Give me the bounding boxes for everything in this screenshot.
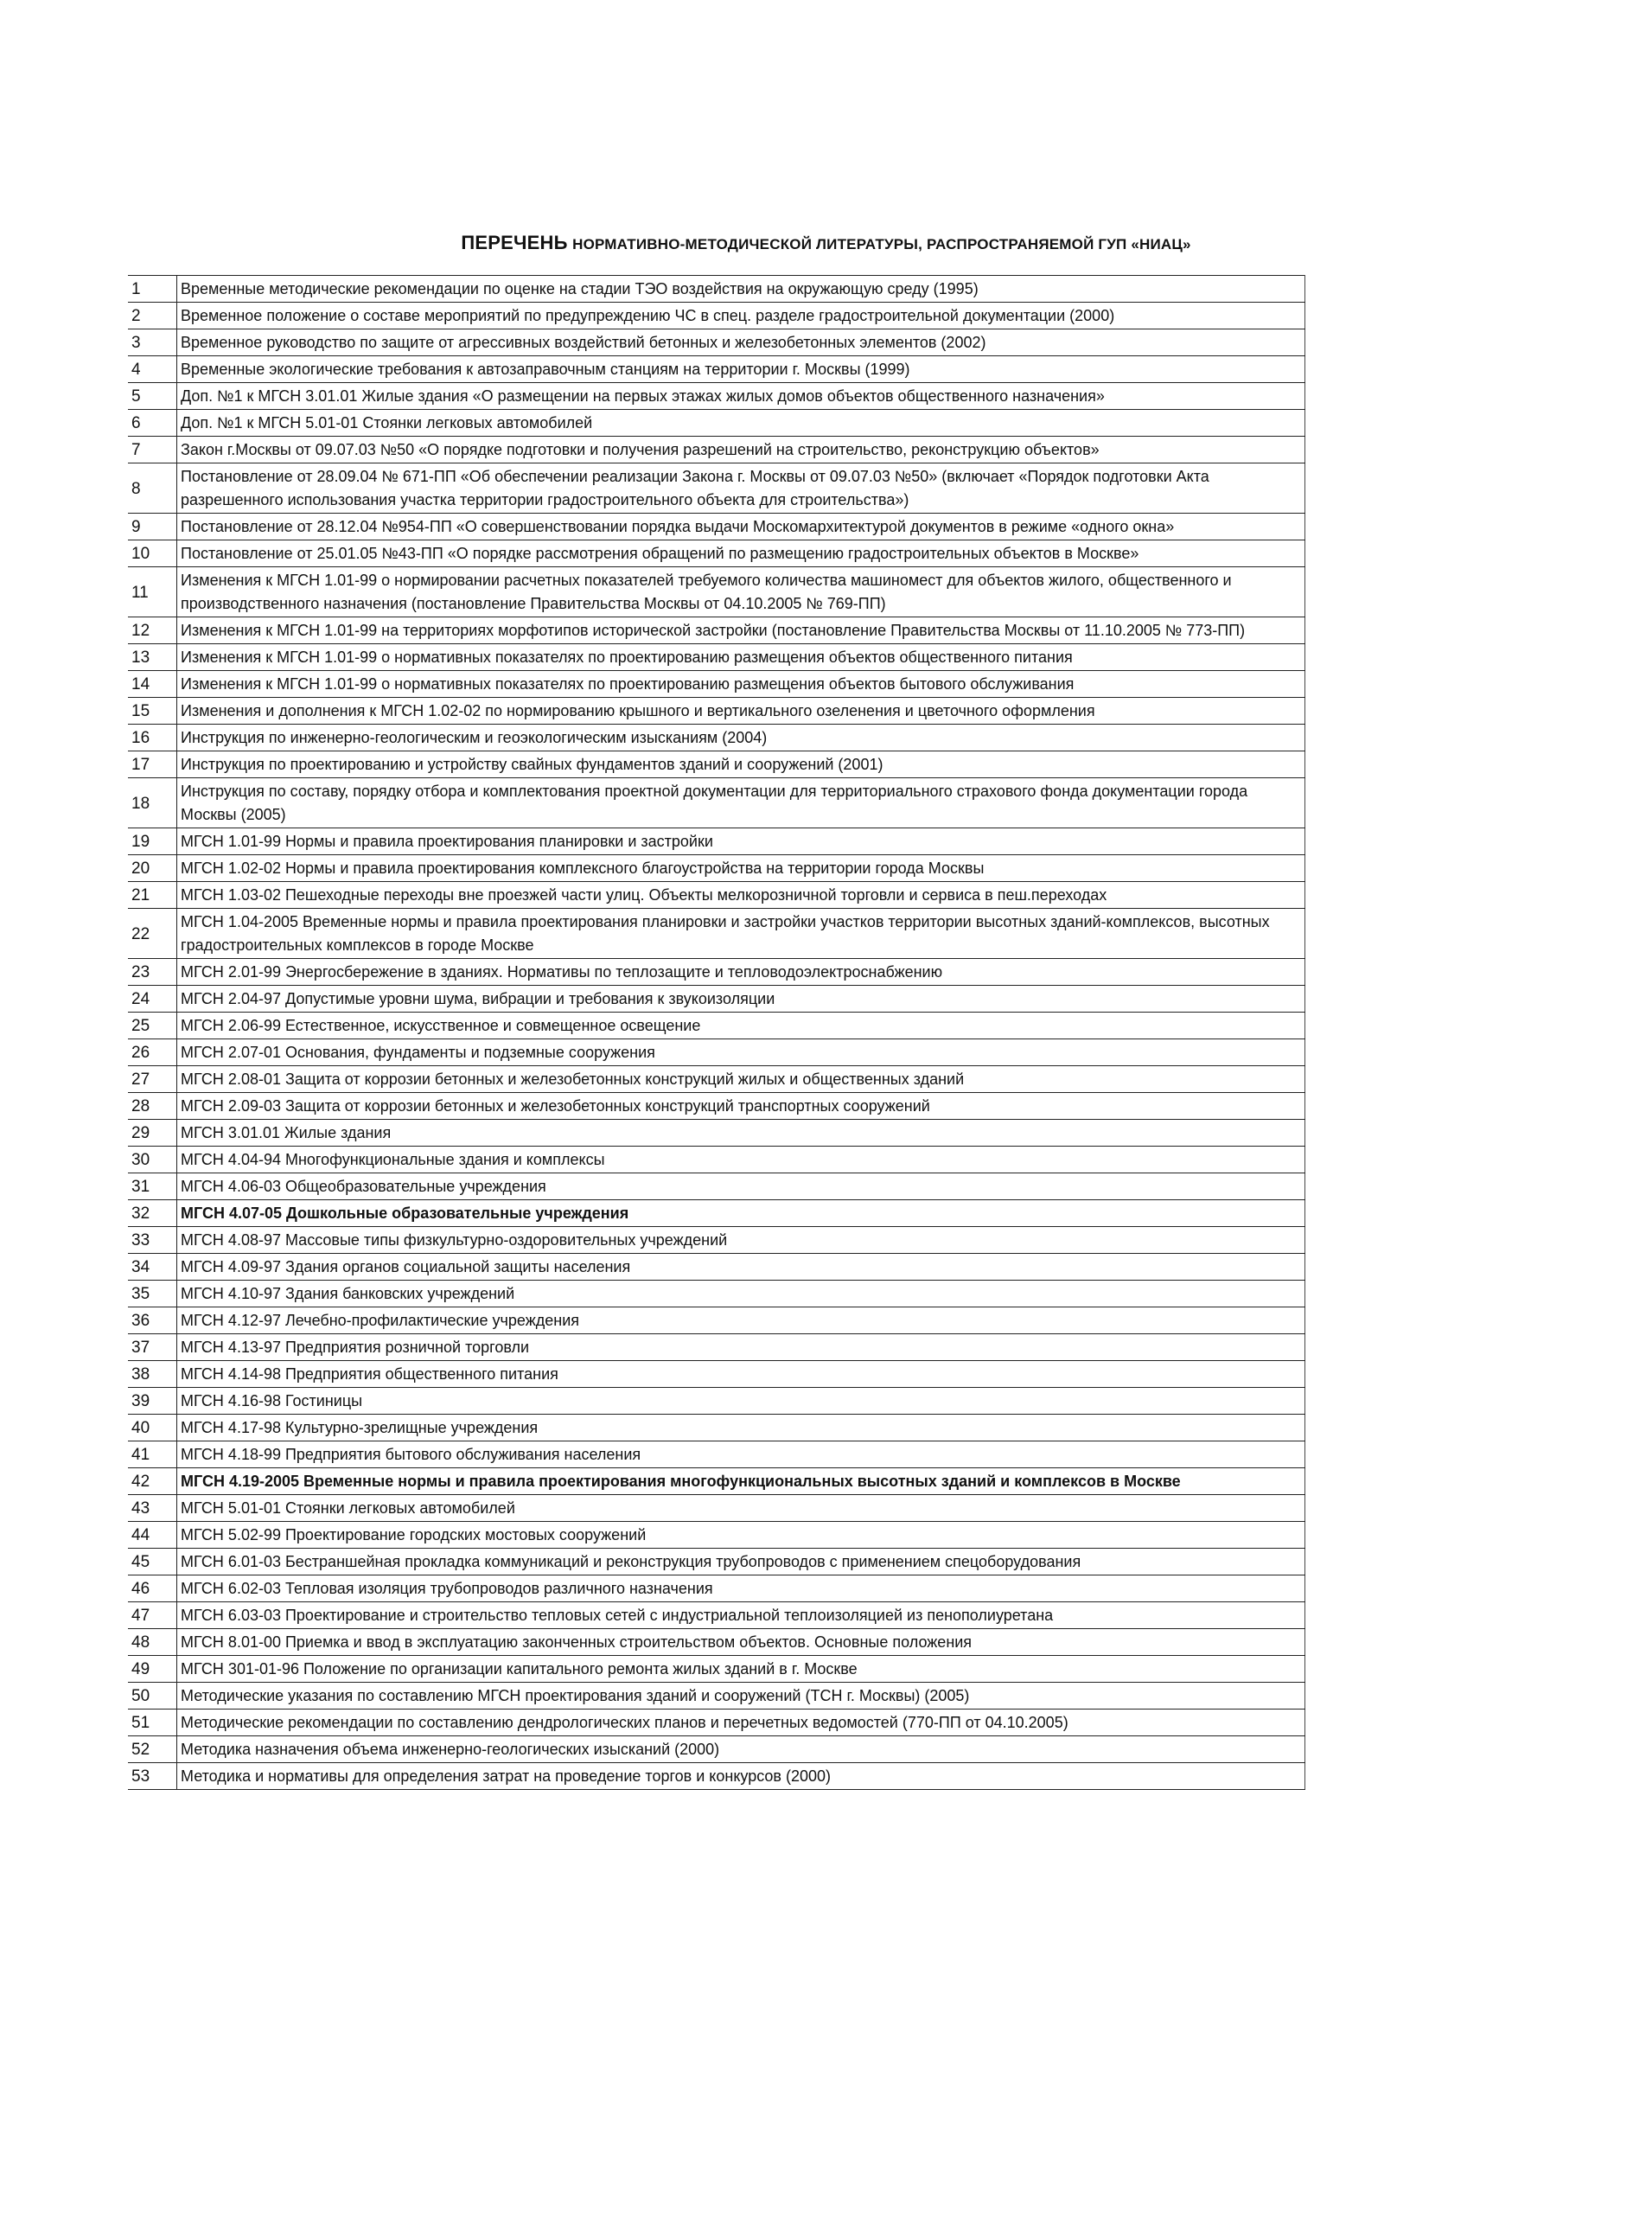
table-row — [128, 329, 1305, 356]
table-row — [128, 1629, 1305, 1656]
row-title: Временное положение о составе мероприятий по предупреждению ЧС в спец. разделе градостроительной документации (2000) — [177, 303, 1305, 329]
table-row — [128, 1039, 1305, 1066]
table-row — [128, 1441, 1305, 1468]
row-number: 23 — [128, 959, 177, 986]
row-title: МГСН 4.17-98 Культурно-зрелищные учреждения — [177, 1415, 1305, 1441]
table-row — [128, 1093, 1305, 1120]
table-row — [128, 909, 1305, 959]
row-number: 20 — [128, 855, 177, 882]
table-row — [128, 303, 1305, 329]
row-title: Методические рекомендации по составлению дендрологических планов и перечетных ведомостей (770-ПП от 04.10.2005) — [177, 1710, 1305, 1736]
title-lead: ПЕРЕЧЕНЬ — [461, 232, 568, 253]
row-title: МГСН 6.01-03 Бестраншейная прокладка коммуникаций и реконструкция трубопроводов с применением спецоборудования — [177, 1549, 1305, 1575]
row-title: МГСН 2.04-97 Допустимые уровни шума, вибрации и требования к звукоизоляции — [177, 986, 1305, 1013]
row-number: 50 — [128, 1683, 177, 1710]
row-title: Изменения к МГСН 1.01-99 о нормативных показателях по проектированию размещения объектов общественного питания — [177, 644, 1305, 671]
row-title: Методика назначения объема инженерно-геологических изысканий (2000) — [177, 1736, 1305, 1763]
row-title: Временные экологические требования к автозаправочным станциям на территории г. Москвы (1999) — [177, 356, 1305, 383]
row-number: 52 — [128, 1736, 177, 1763]
row-title: Изменения к МГСН 1.01-99 на территориях морфотипов исторической застройки (постановление Правительства Москвы от 11.10.2005 № 773-ПП) — [177, 617, 1305, 644]
row-title: МГСН 2.06-99 Естественное, искусственное и совмещенное освещение — [177, 1013, 1305, 1039]
table-row — [128, 671, 1305, 698]
row-title: МГСН 2.01-99 Энергосбережение в зданиях. Нормативы по теплозащите и тепловодоэлектроснабжению — [177, 959, 1305, 986]
row-title: Постановление от 25.01.05 №43-ПП «О порядке рассмотрения обращений по размещению градостроительных объектов в Москве» — [177, 540, 1305, 567]
row-title: МГСН 4.12-97 Лечебно-профилактические учреждения — [177, 1307, 1305, 1334]
row-number: 22 — [128, 909, 177, 959]
table-row — [128, 1575, 1305, 1602]
table-row — [128, 1013, 1305, 1039]
table-row — [128, 725, 1305, 751]
table-row — [128, 1334, 1305, 1361]
table-row — [128, 463, 1305, 514]
row-number: 43 — [128, 1495, 177, 1522]
table-row — [128, 617, 1305, 644]
table-row — [128, 1281, 1305, 1307]
row-title: МГСН 4.07-05 Дошкольные образовательные учреждения — [177, 1200, 1305, 1227]
table-row — [128, 698, 1305, 725]
table-row — [128, 1147, 1305, 1173]
row-title: Временное руководство по защите от агрессивных воздействий бетонных и железобетонных элементов (2002) — [177, 329, 1305, 356]
row-number: 36 — [128, 1307, 177, 1334]
literature-table-body — [128, 276, 1305, 1790]
table-row — [128, 383, 1305, 410]
row-number: 16 — [128, 725, 177, 751]
table-row — [128, 644, 1305, 671]
row-title: МГСН 6.02-03 Тепловая изоляция трубопроводов различного назначения — [177, 1575, 1305, 1602]
row-number: 27 — [128, 1066, 177, 1093]
row-title: Инструкция по проектированию и устройству свайных фундаментов зданий и сооружений (2001) — [177, 751, 1305, 778]
table-row — [128, 1307, 1305, 1334]
table-row — [128, 276, 1305, 303]
row-number: 28 — [128, 1093, 177, 1120]
table-row — [128, 1415, 1305, 1441]
row-title: МГСН 301-01-96 Положение по организации капитального ремонта жилых зданий в г. Москве — [177, 1656, 1305, 1683]
row-number: 15 — [128, 698, 177, 725]
table-row — [128, 1120, 1305, 1147]
table-row — [128, 1173, 1305, 1200]
table-row — [128, 986, 1305, 1013]
table-row — [128, 1200, 1305, 1227]
row-number: 24 — [128, 986, 177, 1013]
row-number: 5 — [128, 383, 177, 410]
row-title: МГСН 1.03-02 Пешеходные переходы вне проезжей части улиц. Объекты мелкорозничной торговли и сервиса в пеш.переходах — [177, 882, 1305, 909]
row-title: МГСН 5.02-99 Проектирование городских мостовых сооружений — [177, 1522, 1305, 1549]
row-title: МГСН 5.01-01 Стоянки легковых автомобилей — [177, 1495, 1305, 1522]
row-number: 40 — [128, 1415, 177, 1441]
table-row — [128, 567, 1305, 617]
row-title: МГСН 4.08-97 Массовые типы физкультурно-оздоровительных учреждений — [177, 1227, 1305, 1254]
page-title — [0, 232, 1652, 254]
row-title: МГСН 1.02-02 Нормы и правила проектирования комплексного благоустройства на территории города Москвы — [177, 855, 1305, 882]
table-row — [128, 1388, 1305, 1415]
row-number: 35 — [128, 1281, 177, 1307]
row-number: 2 — [128, 303, 177, 329]
row-number: 32 — [128, 1200, 177, 1227]
row-title: Изменения и дополнения к МГСН 1.02-02 по нормированию крышного и вертикального озеленения и цветочного оформления — [177, 698, 1305, 725]
row-number: 13 — [128, 644, 177, 671]
row-title: МГСН 4.13-97 Предприятия розничной торговли — [177, 1334, 1305, 1361]
row-number: 48 — [128, 1629, 177, 1656]
row-title: МГСН 3.01.01 Жилые здания — [177, 1120, 1305, 1147]
table-row — [128, 1361, 1305, 1388]
row-title: МГСН 4.10-97 Здания банковских учреждений — [177, 1281, 1305, 1307]
row-title: МГСН 1.04-2005 Временные нормы и правила проектирования планировки и застройки участков территории высотных зданий-комплексов, высотных градостроительных комплексов в городе Москве — [177, 909, 1305, 959]
row-number: 42 — [128, 1468, 177, 1495]
row-number: 38 — [128, 1361, 177, 1388]
row-number: 3 — [128, 329, 177, 356]
row-title: Доп. №1 к МГСН 5.01-01 Стоянки легковых автомобилей — [177, 410, 1305, 437]
row-number: 10 — [128, 540, 177, 567]
row-title: Постановление от 28.12.04 №954-ПП «О совершенствовании порядка выдачи Москомархитектурой документов в режиме «одного окна» — [177, 514, 1305, 540]
row-title: Временные методические рекомендации по оценке на стадии ТЭО воздействия на окружающую среду (1995) — [177, 276, 1305, 303]
table-row — [128, 1227, 1305, 1254]
row-title: Методические указания по составлению МГСН проектирования зданий и сооружений (ТСН г. Москвы) (2005) — [177, 1683, 1305, 1710]
row-number: 25 — [128, 1013, 177, 1039]
row-number: 12 — [128, 617, 177, 644]
row-title: Инструкция по инженерно-геологическим и геоэкологическим изысканиям (2004) — [177, 725, 1305, 751]
table-row — [128, 778, 1305, 828]
row-title: МГСН 4.19-2005 Временные нормы и правила проектирования многофункциональных высотных зданий и комплексов в Москве — [177, 1468, 1305, 1495]
table-row — [128, 1522, 1305, 1549]
row-title: МГСН 4.04-94 Многофункциональные здания и комплексы — [177, 1147, 1305, 1173]
row-number: 46 — [128, 1575, 177, 1602]
row-number: 44 — [128, 1522, 177, 1549]
table-row — [128, 540, 1305, 567]
row-title: МГСН 4.09-97 Здания органов социальной защиты населения — [177, 1254, 1305, 1281]
row-number: 37 — [128, 1334, 177, 1361]
table-row — [128, 1710, 1305, 1736]
row-title: МГСН 4.06-03 Общеобразовательные учреждения — [177, 1173, 1305, 1200]
row-number: 31 — [128, 1173, 177, 1200]
table-row — [128, 1763, 1305, 1790]
row-title: МГСН 2.07-01 Основания, фундаменты и подземные сооружения — [177, 1039, 1305, 1066]
row-title: Изменения к МГСН 1.01-99 о нормировании расчетных показателей требуемого количества машиномест для объектов жилого, общественного и производственного назначения (постановление Правительства Москвы от 04.10.2005 № 769-ПП) — [177, 567, 1305, 617]
table-row — [128, 959, 1305, 986]
table-row — [128, 1254, 1305, 1281]
row-title: МГСН 2.08-01 Защита от коррозии бетонных и железобетонных конструкций жилых и общественных зданий — [177, 1066, 1305, 1093]
table-row — [128, 410, 1305, 437]
row-number: 1 — [128, 276, 177, 303]
row-number: 33 — [128, 1227, 177, 1254]
row-number: 6 — [128, 410, 177, 437]
table-row — [128, 828, 1305, 855]
row-title: МГСН 8.01-00 Приемка и ввод в эксплуатацию законченных строительством объектов. Основные положения — [177, 1629, 1305, 1656]
table-row — [128, 751, 1305, 778]
table-row — [128, 1683, 1305, 1710]
literature-table — [128, 275, 1305, 1790]
row-title: Доп. №1 к МГСН 3.01.01 Жилые здания «О размещении на первых этажах жилых домов объектов общественного назначения» — [177, 383, 1305, 410]
table-row — [128, 437, 1305, 463]
row-title: Закон г.Москвы от 09.07.03 №50 «О порядке подготовки и получения разрешений на строительство, реконструкцию объектов» — [177, 437, 1305, 463]
row-number: 21 — [128, 882, 177, 909]
table-row — [128, 356, 1305, 383]
row-number: 47 — [128, 1602, 177, 1629]
table-row — [128, 514, 1305, 540]
row-number: 30 — [128, 1147, 177, 1173]
row-number: 45 — [128, 1549, 177, 1575]
table-row — [128, 855, 1305, 882]
row-number: 51 — [128, 1710, 177, 1736]
row-number: 11 — [128, 567, 177, 617]
title-rest: НОРМАТИВНО-МЕТОДИЧЕСКОЙ ЛИТЕРАТУРЫ, РАСПРОСТРАНЯЕМОЙ ГУП «НИАЦ» — [572, 236, 1191, 252]
row-number: 41 — [128, 1441, 177, 1468]
row-title: Инструкция по составу, порядку отбора и комплектования проектной документации для территориального страхового фонда документации города Москвы (2005) — [177, 778, 1305, 828]
row-title: МГСН 6.03-03 Проектирование и строительство тепловых сетей с индустриальной теплоизоляцией из пенополиуретана — [177, 1602, 1305, 1629]
row-number: 4 — [128, 356, 177, 383]
row-title: МГСН 2.09-03 Защита от коррозии бетонных и железобетонных конструкций транспортных сооружений — [177, 1093, 1305, 1120]
row-number: 34 — [128, 1254, 177, 1281]
row-title: МГСН 4.14-98 Предприятия общественного питания — [177, 1361, 1305, 1388]
table-row — [128, 1656, 1305, 1683]
table-row — [128, 1468, 1305, 1495]
row-title: МГСН 1.01-99 Нормы и правила проектирования планировки и застройки — [177, 828, 1305, 855]
row-number: 49 — [128, 1656, 177, 1683]
row-number: 18 — [128, 778, 177, 828]
row-number: 39 — [128, 1388, 177, 1415]
row-number: 26 — [128, 1039, 177, 1066]
row-number: 9 — [128, 514, 177, 540]
row-number: 17 — [128, 751, 177, 778]
table-row — [128, 1066, 1305, 1093]
table-row — [128, 1495, 1305, 1522]
row-title: МГСН 4.18-99 Предприятия бытового обслуживания населения — [177, 1441, 1305, 1468]
row-title: МГСН 4.16-98 Гостиницы — [177, 1388, 1305, 1415]
table-row — [128, 1736, 1305, 1763]
row-title: Методика и нормативы для определения затрат на проведение торгов и конкурсов (2000) — [177, 1763, 1305, 1790]
row-number: 53 — [128, 1763, 177, 1790]
row-number: 19 — [128, 828, 177, 855]
table-row — [128, 882, 1305, 909]
row-number: 7 — [128, 437, 177, 463]
row-number: 14 — [128, 671, 177, 698]
row-number: 29 — [128, 1120, 177, 1147]
row-title: Изменения к МГСН 1.01-99 о нормативных показателях по проектированию размещения объектов бытового обслуживания — [177, 671, 1305, 698]
table-row — [128, 1549, 1305, 1575]
row-title: Постановление от 28.09.04 № 671-ПП «Об обеспечении реализации Закона г. Москвы от 09.07.03 №50» (включает «Порядок подготовки Акта разрешенного использования участка территории градостроительного объекта для строительства») — [177, 463, 1305, 514]
row-number: 8 — [128, 463, 177, 514]
table-row — [128, 1602, 1305, 1629]
